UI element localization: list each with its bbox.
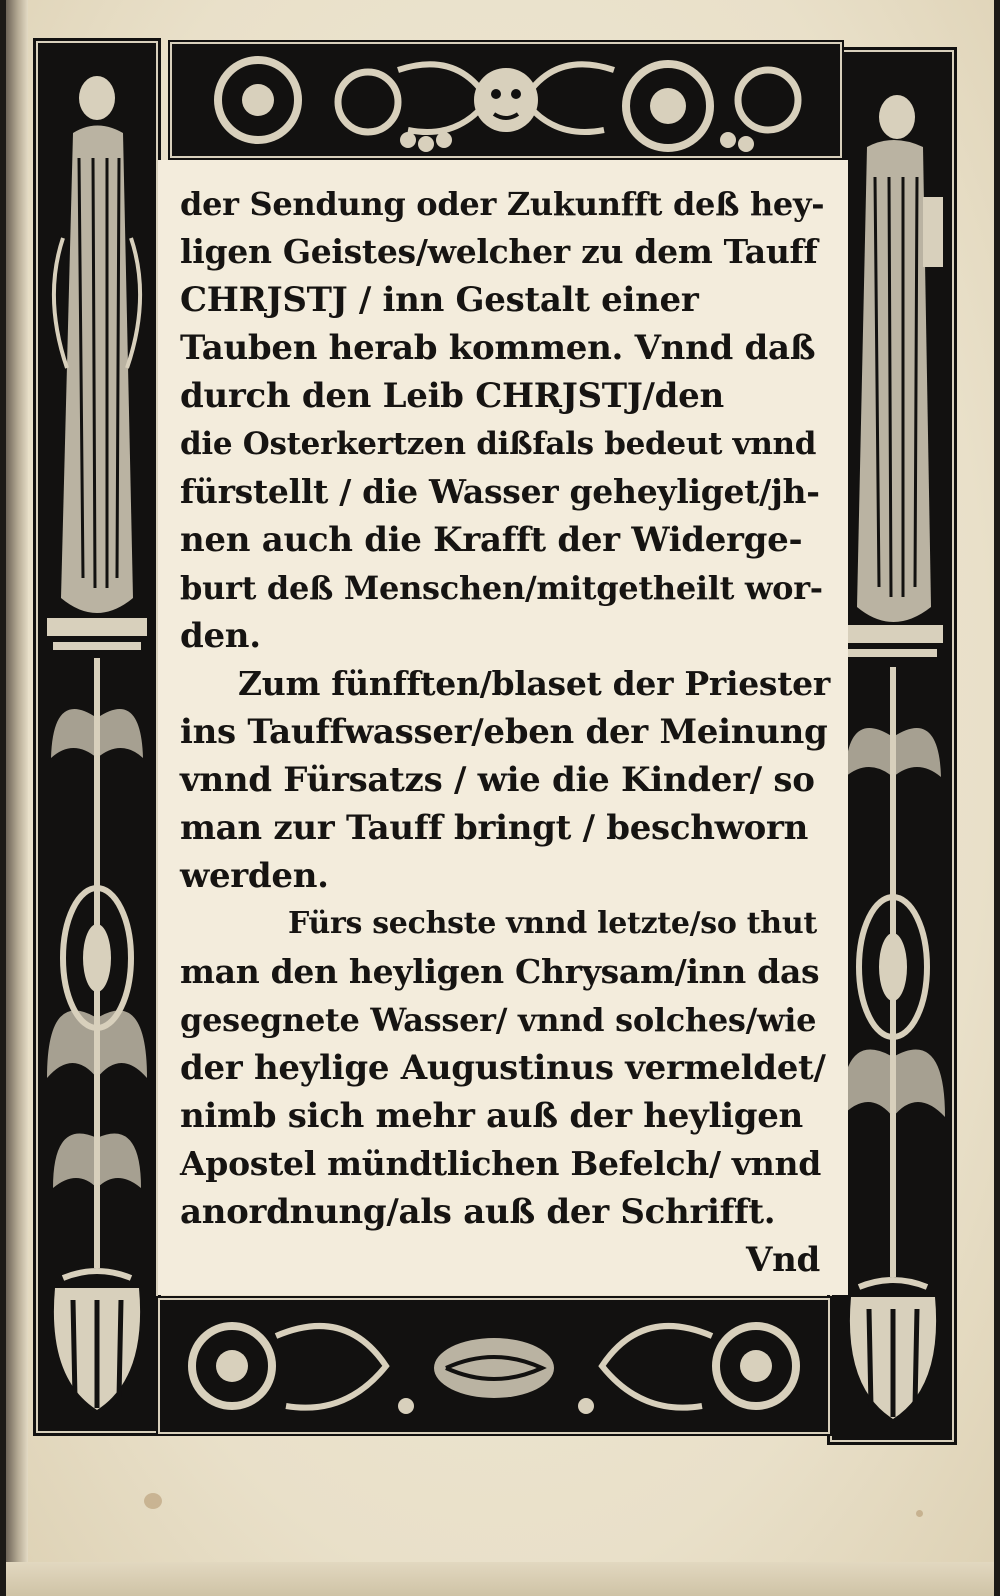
left-border-woodcut xyxy=(33,38,161,1436)
text-line: den. xyxy=(180,616,261,656)
text-line: vnnd Fürsatzs / wie die Kinder/ so xyxy=(180,760,815,800)
text-line: Fürs sechste vnnd letzte/so thut xyxy=(288,906,817,941)
text-line: nen auch die Krafft der Widerge- xyxy=(180,520,803,560)
text-line: der heylige Augustinus vermeldet/ xyxy=(180,1048,826,1088)
text-line: durch den Leib CHRJSTJ/den xyxy=(180,376,724,416)
text-line: burt deß Menschen/mitgetheilt wor- xyxy=(180,569,823,607)
text-line: Apostel mündtlichen Befelch/ vnnd xyxy=(180,1144,821,1183)
text-line: werden. xyxy=(180,856,329,896)
text-line: nimb sich mehr auß der heyligen xyxy=(180,1096,803,1136)
text-line: ligen Geistes/welcher zu dem Tauff xyxy=(180,232,818,271)
text-line: Zum fünfften/blaset der Priester xyxy=(238,664,830,703)
text-line: man den heyligen Chrysam/inn das xyxy=(180,952,820,991)
text-block xyxy=(158,160,848,1295)
top-border-woodcut xyxy=(168,40,844,160)
page-bottom-edge xyxy=(6,1562,994,1596)
text-line: Tauben herab kommen. Vnnd daß xyxy=(180,328,816,368)
text-line: fürstellt / die Wasser geheyliget/jh- xyxy=(180,472,820,511)
bottom-border-woodcut xyxy=(156,1296,832,1436)
foxing-stain xyxy=(916,1510,923,1517)
text-line: ins Tauffwasser/eben der Meinung xyxy=(180,712,828,752)
book-spine-shadow xyxy=(6,0,28,1596)
text-line: die Osterkertzen dißfals bedeut vnnd xyxy=(180,426,817,462)
text-line: CHRJSTJ / inn Gestalt einer xyxy=(180,280,699,320)
foxing-stain xyxy=(144,1493,162,1509)
text-line: gesegnete Wasser/ vnnd solches/wie xyxy=(180,1001,817,1039)
text-line: anordnung/als auß der Schrifft. xyxy=(180,1192,776,1232)
text-line: man zur Tauff bringt / beschworn xyxy=(180,808,809,848)
book-page xyxy=(6,0,994,1596)
text-line: der Sendung oder Zukunfft deß hey- xyxy=(180,185,825,223)
catchword: Vnd xyxy=(746,1240,820,1280)
